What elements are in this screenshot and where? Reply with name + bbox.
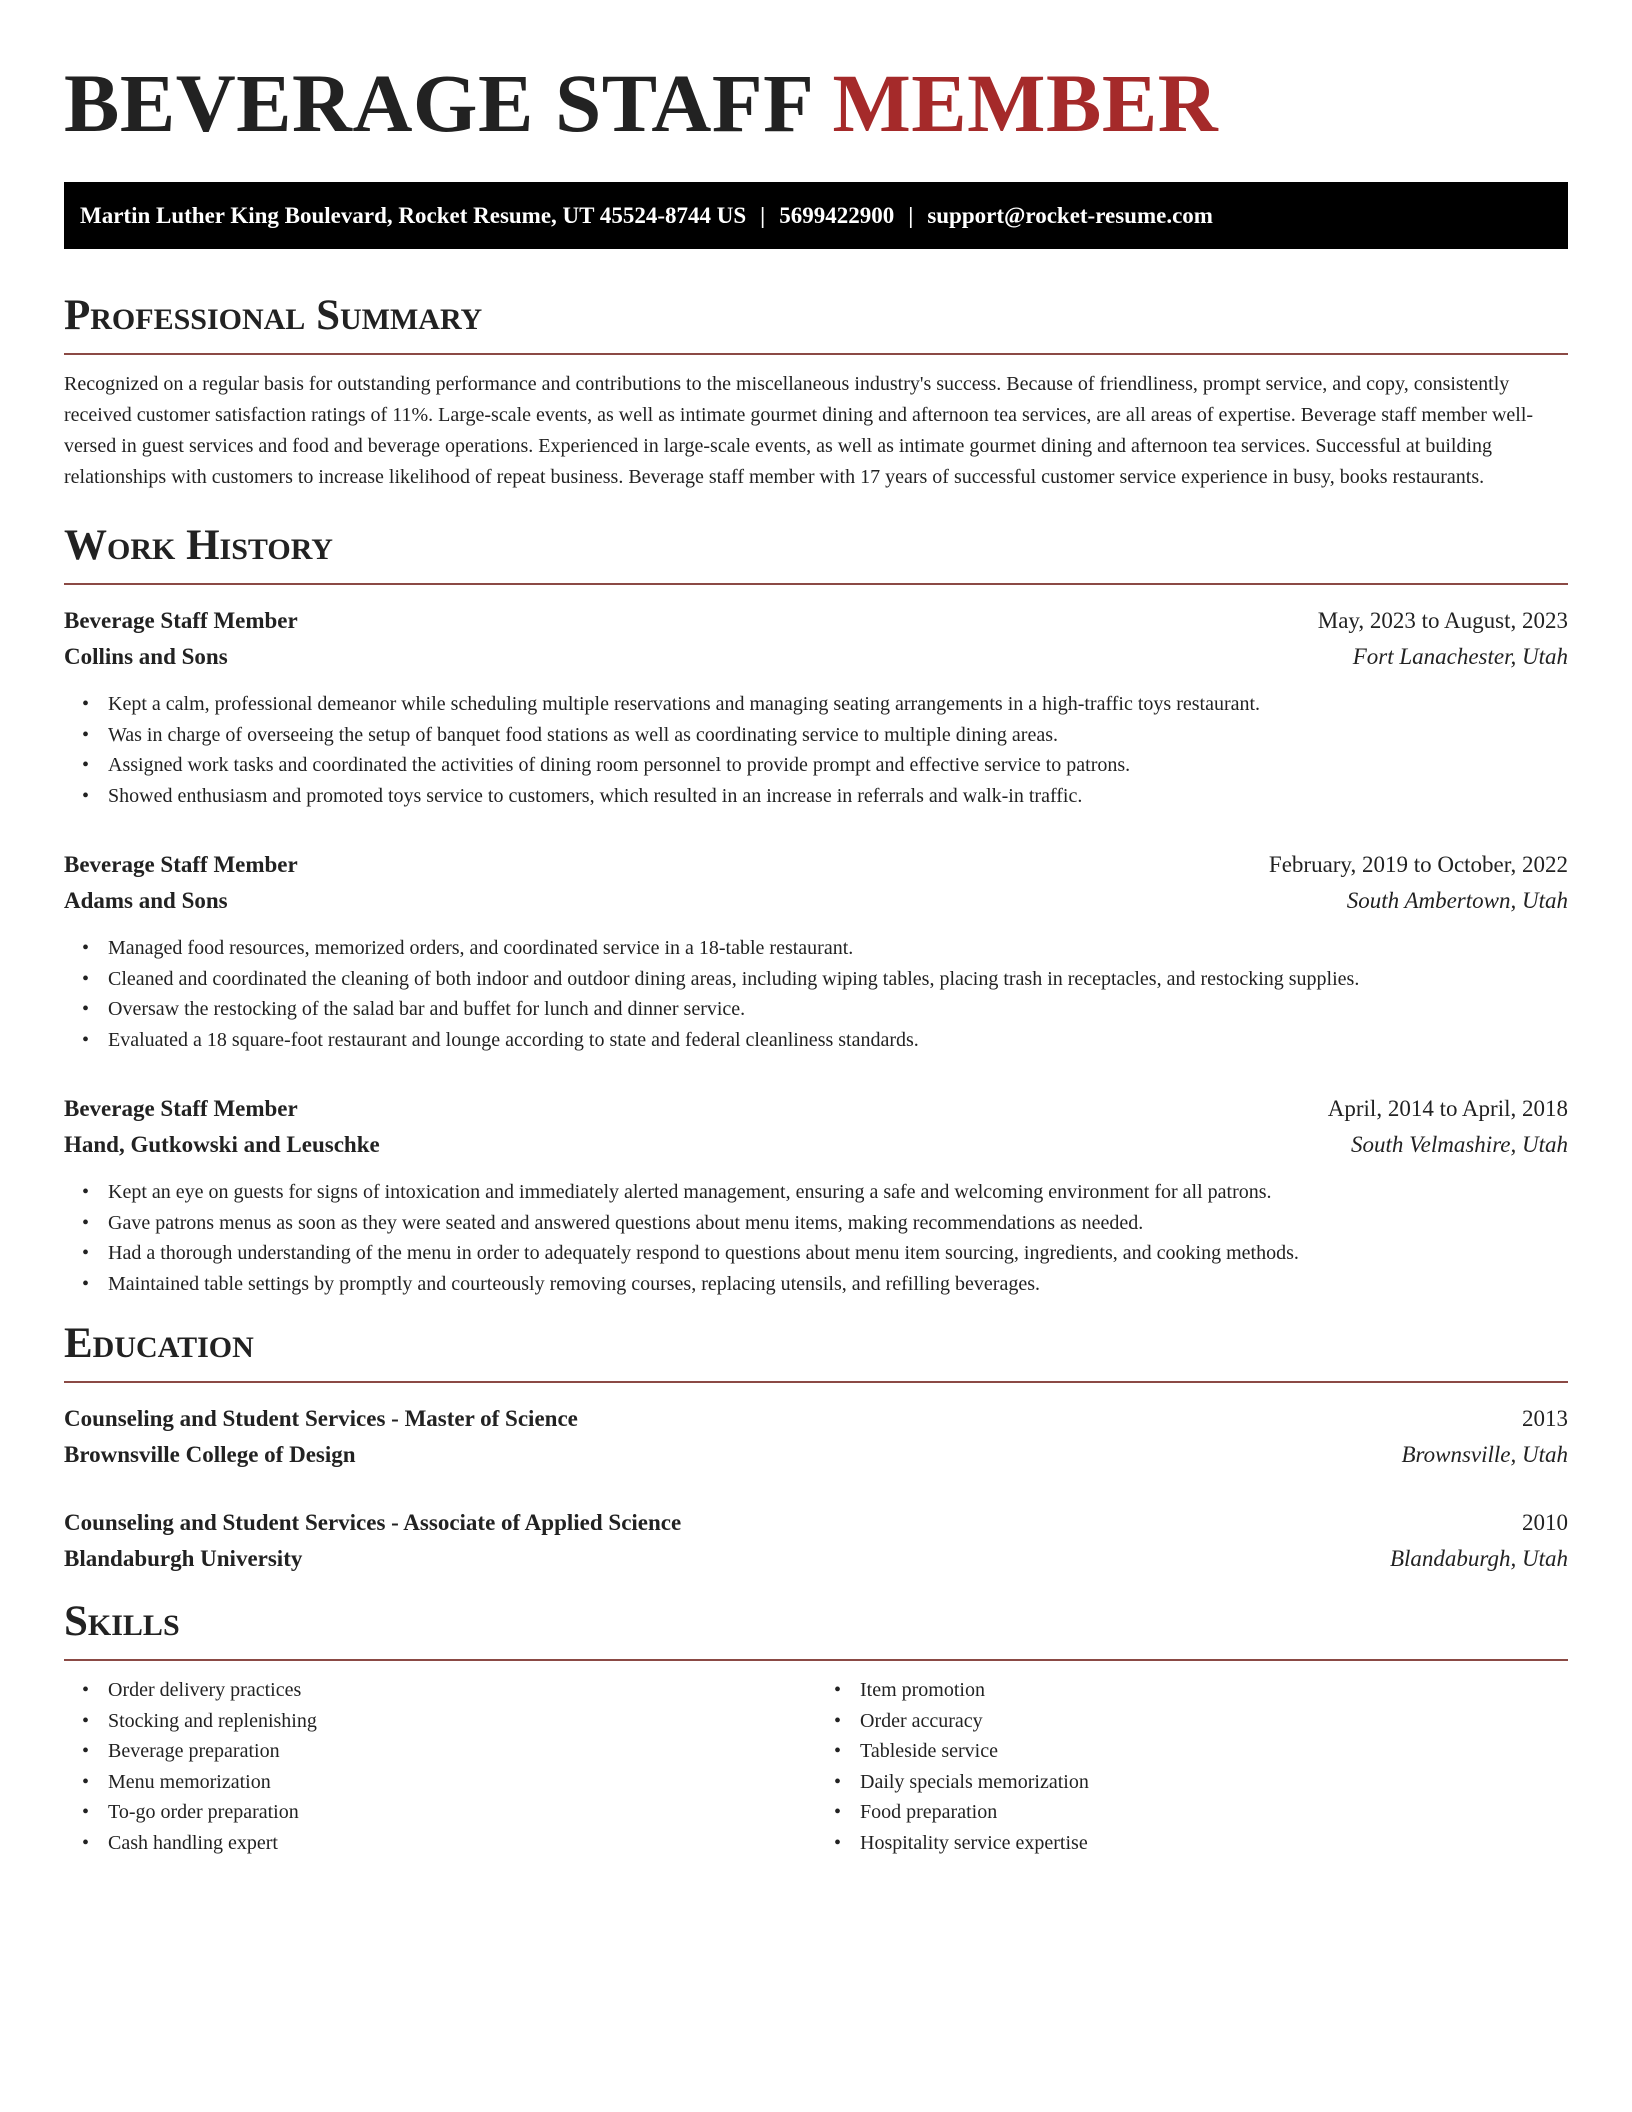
education-entry bbox=[64, 1401, 1568, 1473]
skill-item: • Order delivery practices bbox=[108, 1675, 816, 1706]
job-location: South Ambertown, Utah bbox=[1346, 888, 1568, 913]
skill-item: • Menu memorization bbox=[108, 1767, 816, 1798]
job-bullet: • Kept an eye on guests for signs of intoxication and immediately alerted management, ensuring a safe and welcoming environment for all patrons. bbox=[108, 1177, 1568, 1208]
education-school-row bbox=[64, 1541, 1568, 1577]
contact-bar bbox=[64, 182, 1568, 249]
job-company-row bbox=[64, 1127, 1568, 1163]
contact-separator: | bbox=[760, 202, 766, 228]
education-year: 2010 bbox=[1522, 1510, 1568, 1535]
job-bullet: • Was in charge of overseeing the setup of banquet food stations as well as coordinating service to multiple dining areas. bbox=[108, 720, 1568, 751]
job-bullets bbox=[64, 689, 1568, 811]
education-section bbox=[64, 1319, 1568, 1577]
education-degree: Counseling and Student Services - Associate of Applied Science bbox=[64, 1510, 682, 1535]
job-entry bbox=[64, 1091, 1568, 1299]
skills-section bbox=[64, 1597, 1568, 1858]
skill-item: • Stocking and replenishing bbox=[108, 1706, 816, 1737]
job-header-row bbox=[64, 847, 1568, 883]
contact-separator: | bbox=[908, 202, 914, 228]
job-dates: February, 2019 to October, 2022 bbox=[1268, 852, 1568, 877]
job-bullet: • Maintained table settings by promptly and courteously removing courses, replacing utensils, and refilling beverages. bbox=[108, 1269, 1568, 1300]
skills-heading: Skills bbox=[64, 1597, 1568, 1661]
contact-phone: 5699422900 bbox=[779, 202, 895, 228]
skill-item: • Hospitality service expertise bbox=[860, 1828, 1568, 1859]
title-main: BEVERAGE STAFF bbox=[64, 57, 812, 149]
job-bullet: • Had a thorough understanding of the menu in order to adequately respond to questions about menu item sourcing, ingredients, and cooking methods. bbox=[108, 1238, 1568, 1269]
skill-item: • Item promotion bbox=[860, 1675, 1568, 1706]
skill-item: • Beverage preparation bbox=[108, 1736, 816, 1767]
job-bullet: • Kept a calm, professional demeanor while scheduling multiple reservations and managing seating arrangements in a high-traffic toys restaurant. bbox=[108, 689, 1568, 720]
job-bullet: • Cleaned and coordinated the cleaning of both indoor and outdoor dining areas, including wiping tables, placing trash in receptacles, and restocking supplies. bbox=[108, 964, 1568, 995]
skill-item: • Tableside service bbox=[860, 1736, 1568, 1767]
skills-column-left bbox=[64, 1675, 816, 1858]
job-location: Fort Lanachester, Utah bbox=[1352, 644, 1568, 669]
education-degree-row bbox=[64, 1401, 1568, 1437]
work-history-section bbox=[64, 521, 1568, 1299]
skills-grid bbox=[64, 1675, 1568, 1858]
job-header-row bbox=[64, 603, 1568, 639]
contact-email: support@rocket-resume.com bbox=[927, 202, 1213, 228]
resume-title bbox=[64, 0, 1568, 150]
job-title: Beverage Staff Member bbox=[64, 608, 298, 633]
summary-heading: Professional Summary bbox=[64, 291, 1568, 355]
title-accent: MEMBER bbox=[832, 57, 1219, 149]
job-title: Beverage Staff Member bbox=[64, 1096, 298, 1121]
job-dates: May, 2023 to August, 2023 bbox=[1317, 608, 1568, 633]
education-degree: Counseling and Student Services - Master of Science bbox=[64, 1406, 578, 1431]
job-bullet: • Managed food resources, memorized orders, and coordinated service in a 18-table restaurant. bbox=[108, 933, 1568, 964]
education-location: Brownsville, Utah bbox=[1401, 1442, 1568, 1467]
skill-item: • To-go order preparation bbox=[108, 1797, 816, 1828]
job-company-row bbox=[64, 883, 1568, 919]
summary-text: Recognized on a regular basis for outstanding performance and contributions to the miscellaneous industry's success. Because of friendliness, prompt service, and copy, consistently received customer satisfaction ratings of 11%. Large-scale events, as well as intimate gourmet dining and afternoon tea services, are all areas of expertise. Beverage staff member well-versed in guest services and food and beverage operations. Experienced in large-scale events, as well as intimate gourmet dining and afternoon tea services. Successful at building relationships with customers to increase likelihood of repeat business. Beverage staff member with 17 years of successful customer service experience in busy, books restaurants. bbox=[64, 373, 1534, 488]
skill-item: • Daily specials memorization bbox=[860, 1767, 1568, 1798]
education-degree-row bbox=[64, 1505, 1568, 1541]
education-year: 2013 bbox=[1522, 1406, 1568, 1431]
job-company-row bbox=[64, 639, 1568, 675]
job-bullet: • Gave patrons menus as soon as they were seated and answered questions about menu items, making recommendations as needed. bbox=[108, 1208, 1568, 1239]
job-title: Beverage Staff Member bbox=[64, 852, 298, 877]
job-company: Collins and Sons bbox=[64, 644, 228, 669]
job-company: Adams and Sons bbox=[64, 888, 228, 913]
job-header-row bbox=[64, 1091, 1568, 1127]
job-entry bbox=[64, 603, 1568, 811]
job-bullet: • Showed enthusiasm and promoted toys service to customers, which resulted in an increase in referrals and walk-in traffic. bbox=[108, 781, 1568, 812]
job-location: South Velmashire, Utah bbox=[1351, 1132, 1568, 1157]
education-school: Brownsville College of Design bbox=[64, 1442, 356, 1467]
education-school: Blandaburgh University bbox=[64, 1546, 303, 1571]
education-entry bbox=[64, 1505, 1568, 1577]
education-location: Blandaburgh, Utah bbox=[1389, 1546, 1568, 1571]
skill-item: • Food preparation bbox=[860, 1797, 1568, 1828]
contact-address: Martin Luther King Boulevard, Rocket Resume, UT 45524-8744 US bbox=[80, 202, 747, 228]
job-dates: April, 2014 to April, 2018 bbox=[1327, 1096, 1568, 1121]
job-bullets bbox=[64, 933, 1568, 1055]
job-bullet: • Oversaw the restocking of the salad bar and buffet for lunch and dinner service. bbox=[108, 994, 1568, 1025]
skill-item: • Cash handling expert bbox=[108, 1828, 816, 1859]
job-bullet: • Evaluated a 18 square-foot restaurant and lounge according to state and federal cleanliness standards. bbox=[108, 1025, 1568, 1056]
job-company: Hand, Gutkowski and Leuschke bbox=[64, 1132, 380, 1157]
skills-column-right bbox=[816, 1675, 1568, 1858]
work-history-heading: Work History bbox=[64, 521, 1568, 585]
summary-section bbox=[64, 291, 1568, 493]
job-entry bbox=[64, 847, 1568, 1055]
job-bullets bbox=[64, 1177, 1568, 1299]
education-heading: Education bbox=[64, 1319, 1568, 1383]
job-bullet: • Assigned work tasks and coordinated the activities of dining room personnel to provide prompt and effective service to patrons. bbox=[108, 750, 1568, 781]
education-school-row bbox=[64, 1437, 1568, 1473]
skill-item: • Order accuracy bbox=[860, 1706, 1568, 1737]
